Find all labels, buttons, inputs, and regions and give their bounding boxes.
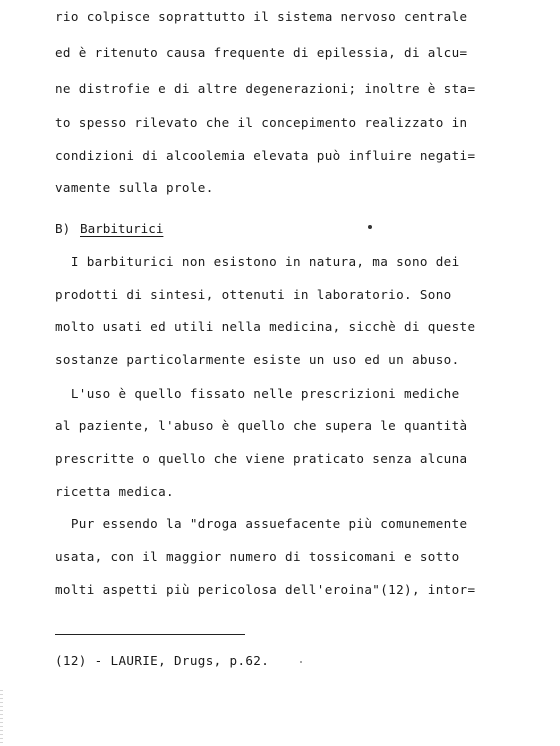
- paragraph-2-line-2: prodotti di sintesi, ottenuti in laboratorio. Sono: [55, 287, 452, 302]
- paragraph-3-line-3: prescritte o quello che viene praticato senza alcuna: [55, 451, 468, 466]
- ink-speck-small: [300, 661, 302, 663]
- paragraph-4-line-2: usata, con il maggior numero di tossicomani e sotto: [55, 549, 460, 564]
- paragraph-3-line-4: ricetta medica.: [55, 484, 174, 499]
- paragraph-1-line-4: to spesso rilevato che il concepimento realizzato in: [55, 115, 468, 130]
- paragraph-4-line-3: molti aspetti più pericolosa dell'eroina"(12), intor=: [55, 582, 476, 597]
- paragraph-4-line-1: Pur essendo la "droga assuefacente più comunemente: [55, 516, 468, 531]
- paragraph-1-line-5: condizioni di alcoolemia elevata può influire negati=: [55, 148, 476, 163]
- paragraph-1-line-1: rio colpisce soprattutto il sistema nervoso centrale: [55, 9, 468, 24]
- paragraph-3-line-1: L'uso è quello fissato nelle prescrizioni mediche: [55, 386, 460, 401]
- paragraph-2-line-3: molto usati ed utili nella medicina, sicchè di queste: [55, 319, 476, 334]
- ink-speck: [368, 225, 372, 229]
- paragraph-1-line-3: ne distrofie e di altre degenerazioni; inoltre è sta=: [55, 81, 476, 96]
- paragraph-1-line-6: vamente sulla prole.: [55, 180, 214, 195]
- paragraph-2-line-4: sostanze particolarmente esiste un uso ed un abuso.: [55, 352, 460, 367]
- section-title: Barbiturici: [80, 221, 164, 236]
- paragraph-3-line-2: al paziente, l'abuso è quello che supera le quantità: [55, 418, 468, 433]
- paragraph-2-line-1: I barbiturici non esistono in natura, ma sono dei: [55, 254, 460, 269]
- scan-edge-noise: [0, 690, 3, 746]
- footnote-separator: [55, 634, 245, 635]
- footnote: (12) - LAURIE, Drugs, p.62.: [55, 653, 270, 668]
- paragraph-1-line-2: ed è ritenuto causa frequente di epilessia, di alcu=: [55, 45, 468, 60]
- section-letter: B): [55, 221, 71, 236]
